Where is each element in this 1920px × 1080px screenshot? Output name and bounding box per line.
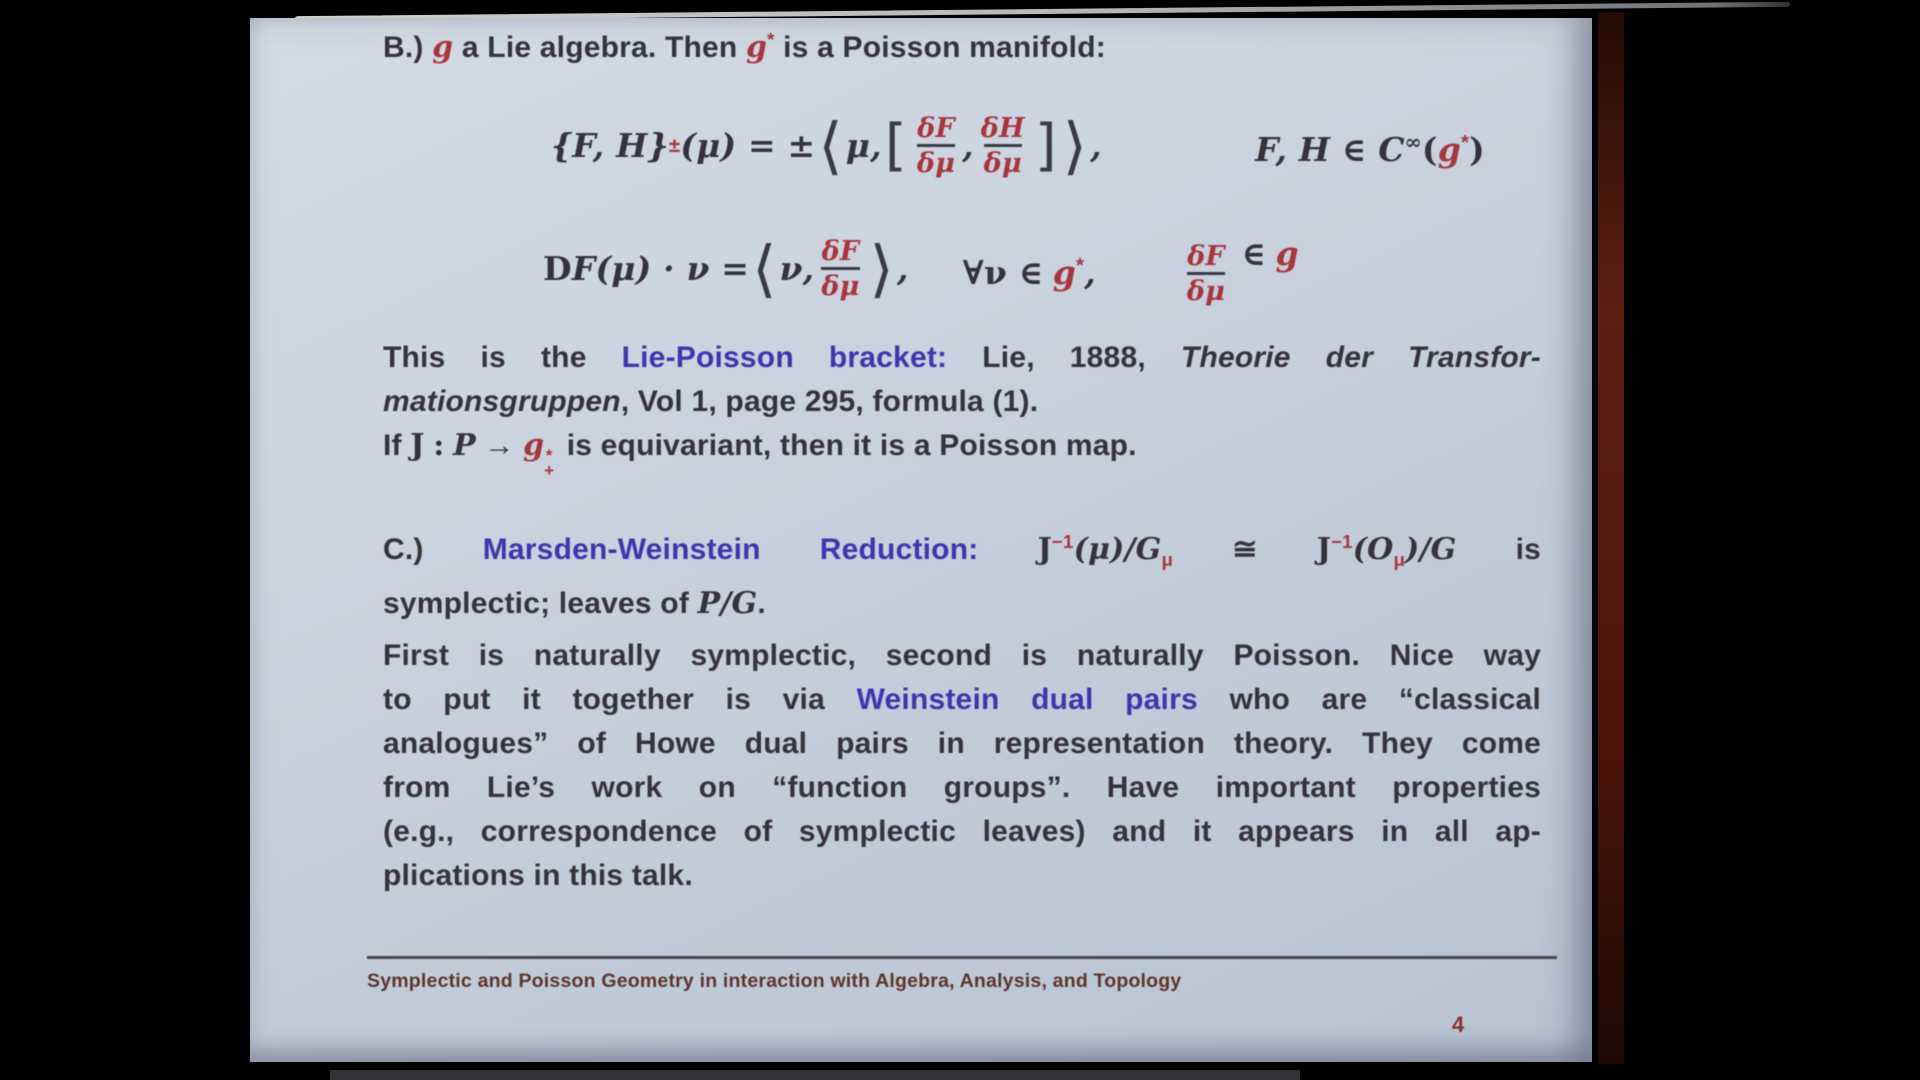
fraktur-g-symbol: g [1052,252,1077,292]
formula1-comma: , [962,126,974,165]
marsden-weinstein-term: Marsden-Weinstein Reduction: [482,533,979,567]
fraktur-g-symbol: g [432,30,454,65]
momentum-map-J: J [410,428,425,463]
formula1-mu: μ, [845,126,882,165]
congruent-symbol: ≅ [1232,532,1258,568]
book-title-part1: Theorie der Transfor- [1180,341,1541,374]
book-title-part2: mationsgruppen [383,385,621,418]
paragraph-line: First is naturally symplectic, second is naturally Poisson. Nice way [383,639,1541,673]
variational-derivative-F: $\frac{\delta F}{\delta\mu}$ [821,235,860,302]
fraktur-g-symbol: g [1437,130,1462,169]
paragraph-line: to put it together is via Weinstein dual pairs who are “classical [383,683,1541,717]
paragraph-line: plications in this talk. [383,859,693,893]
dual-star: * [1076,253,1085,277]
variational-derivative-F: $\frac{\delta F}{\delta\mu}$ [1186,240,1226,307]
section-c-line2: symplectic; leaves of P/G. [383,586,766,622]
slide [250,18,1592,1062]
slide-content [383,18,1541,898]
formula2-D: D [543,249,572,288]
forall-condition: ∀ν ∈ g*, [962,252,1096,292]
footer-rule [367,956,1557,959]
phase-space-P: P [453,428,476,463]
dual-pairs-paragraph [383,634,1541,898]
derivative-pairing-formula [543,224,1541,314]
paragraph-line: from Lie’s work on “function groups”. Have important properties [383,771,1541,805]
section-c [383,520,1541,626]
fraktur-g-symbol: g [523,428,545,463]
section-b-heading [383,18,1541,70]
section-b-text-end: is a Poisson manifold: [783,31,1106,64]
paragraph-line: If J : P → g * + is equivariant, then it is a Poisson map. [383,428,1137,481]
curtain-strip [1598,12,1624,1064]
infinity-superscript: ∞ [1404,130,1422,154]
weinstein-dual-pairs-term: Weinstein dual pairs [856,683,1198,717]
dual-star: * [1461,131,1470,154]
lie-poisson-paragraph [383,336,1541,480]
formula2-nu: ν, [779,249,815,288]
paragraph-line: This is the Lie-Poisson bracket: Lie, 1888, Theorie der Transfor- [383,341,1541,374]
formula1-equals: (μ) = ± [680,126,816,165]
arrow-symbol: → [484,429,515,462]
paragraph-line: (e.g., correspondence of symplectic leaves) and it appears in all ap- [383,815,1541,849]
variational-derivative-H: $\frac{\delta H}{\delta\mu}$ [980,112,1025,179]
talk-title: Symplectic and Poisson Geometry in interaction with Algebra, Analysis, and Topology [367,970,1182,992]
variational-derivative-F: $\frac{\delta F}{\delta\mu}$ [916,112,956,179]
page-number: 4 [1452,1012,1465,1037]
section-b-label: B.) [383,31,424,64]
star-plus-scripts: * + [544,446,555,481]
slide-footer [367,956,1557,993]
quotient-P-G: P/G [697,586,758,622]
section-c-heading: C.) Marsden-Weinstein Reduction: $J^{-1}(\mu)/G_\mu$ ≅ $J^{-1}(O_\mu)/G$ is [383,531,1541,571]
lie-poisson-bracket-term: Lie-Poisson bracket: [621,341,948,374]
section-b-text: a Lie algebra. Then [461,31,738,64]
section-c-label: C.) [383,533,424,567]
fraktur-g-symbol: g [1275,233,1299,273]
paragraph-line: mationsgruppen, Vol 1, page 295, formula (1). [383,385,1039,418]
membership-condition [1180,232,1299,307]
formula2-expression: D F(μ) · ν = ⟨ ν, $\frac{\delta F}{\delta\mu}$ ⟩ , [543,232,909,305]
formula1-trailing-comma: , [1090,126,1102,165]
formula1-condition: F, H ∈ C∞(g*) [1255,130,1485,169]
formula1-pm-subscript: ± [668,134,681,157]
reduction-math: $J^{-1}(\mu)/G_\mu$ [1037,531,1174,571]
formula2-lhs: F(μ) · ν = [571,249,750,288]
orbit-math: $J^{-1}(O_\mu)/G$ [1316,531,1457,571]
lie-poisson-bracket-formula [551,94,1541,198]
table-edge [330,1070,1300,1080]
formula1-expression: {F, H} ± (μ) = ± ⟨ μ, [ $\frac{\delta F}{\delta\mu}$ , $\frac{\delta H}{\delta\mu}$ ] ⟩ , [551,109,1102,182]
element-of-symbol: ∈ [1241,233,1267,273]
paragraph-line: analogues” of Howe dual pairs in representation theory. They come [383,727,1541,761]
dual-star: * [767,29,775,50]
formula1-lhs: {F, H} [551,126,669,165]
fraktur-g-dual-symbol: g [745,30,768,65]
